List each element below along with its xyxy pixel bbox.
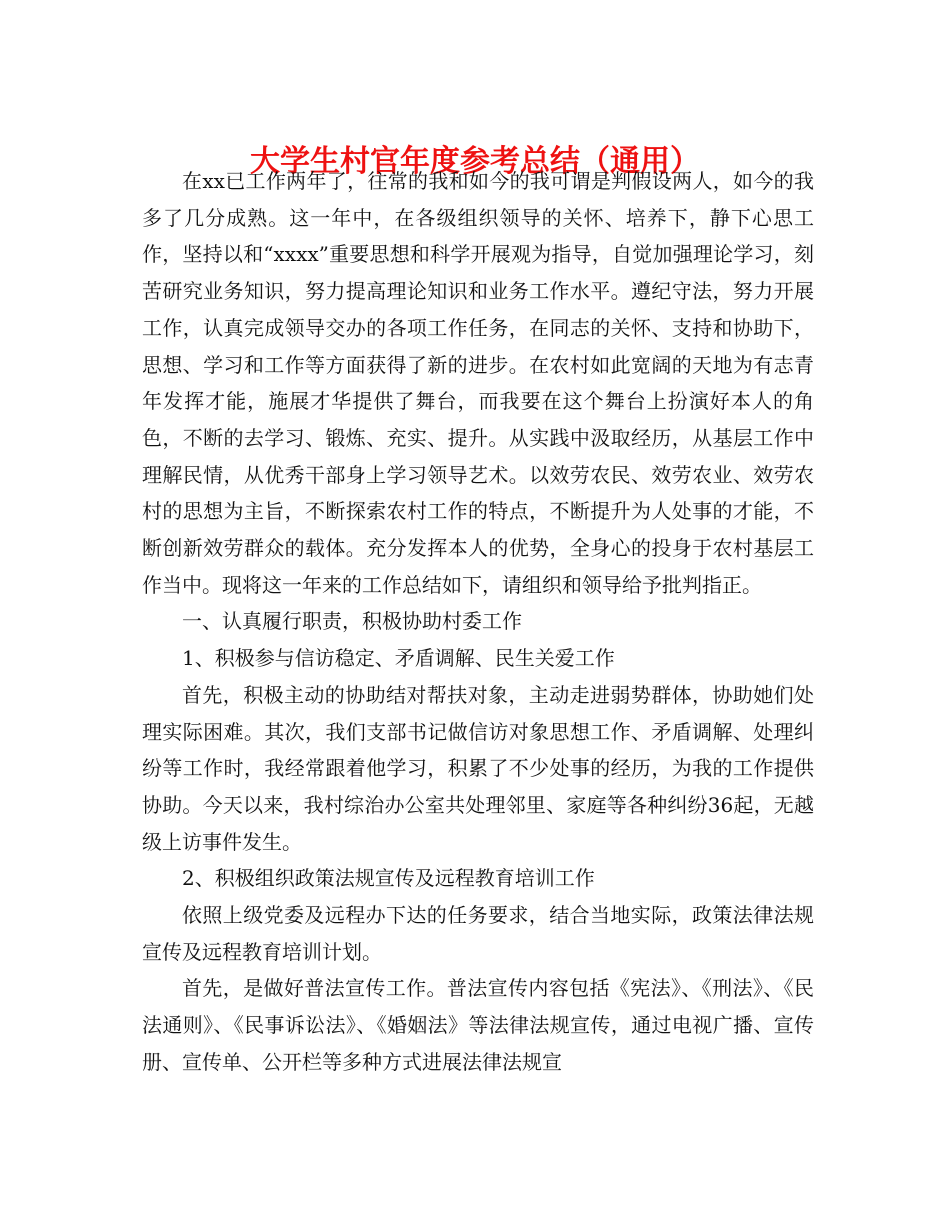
paragraph-legal-publicity: 首先，是做好普法宣传工作。普法宣传内容包括《宪法》、《刑法》、《民法通则》、《民事诉讼法》、《婚姻法》等法律法规宣传，通过电视广播、宣传册、宣传单、公开栏等多种方式进展法律法规宣 [142, 976, 814, 1074]
subsection-heading-1: 1、积极参与信访稳定、矛盾调解、民生关爱工作 [182, 646, 615, 671]
intro-paragraph: 在xx已工作两年了，往常的我和如今的我可谓是判假设两人，如今的我多了几分成熟。这一年中，在各级组织领导的关怀、培养下，静下心思工作，坚持以和“xxxx”重要思想和科学开展观为指导，自觉加强理论学习，刻苦研究业务知识，努力提高理论知识和业务工作水平。遵纪守法，努力开展工作，认真完成领导交办的各项工作任务，在同志的关怀、支持和协助下，思想、学习和工作等方面获得了新的进步。在农村如此宽阔的天地为有志青年发挥才能，施展才华提供了舞台，而我要在这个舞台上扮演好本人的角色，不断的去学习、锻炼、充实、提升。从实践中汲取经历，从基层工作中理解民情，从优秀干部身上学习领导艺术。以效劳农民、效劳农业、效劳农村的思想为主旨，不断探索农村工作的特点，不断提升为人处事的才能，不断创新效劳群众的载体。充分发挥本人的优势，全身心的投身于农村基层工作当中。现将这一年来的工作总结如下，请组织和领导给予批判指正。 [142, 169, 814, 597]
paragraph-training-plan: 依照上级党委及远程办下达的任务要求，结合当地实际，政策法律法规宣传及远程教育培训计划。 [142, 903, 814, 964]
section-heading-1: 一、认真履行职责，积极协助村委工作 [182, 609, 522, 634]
paragraph-petition-work: 首先，积极主动的协助结对帮扶对象，主动走进弱势群体，协助她们处理实际困难。其次，我们支部书记做信访对象思想工作、矛盾调解、处理纠纷等工作时，我经常跟着他学习，积累了不少处事的经历，为我的工作提供协助。今天以来，我村综治办公室共处理邻里、家庭等各种纠纷36起，无越级上访事件发生。 [142, 682, 814, 854]
document-body [142, 163, 814, 1081]
document-title: 大学生村官年度参考总结（通用） [250, 144, 700, 180]
subsection-heading-2: 2、积极组织政策法规宣传及远程教育培训工作 [182, 866, 595, 891]
